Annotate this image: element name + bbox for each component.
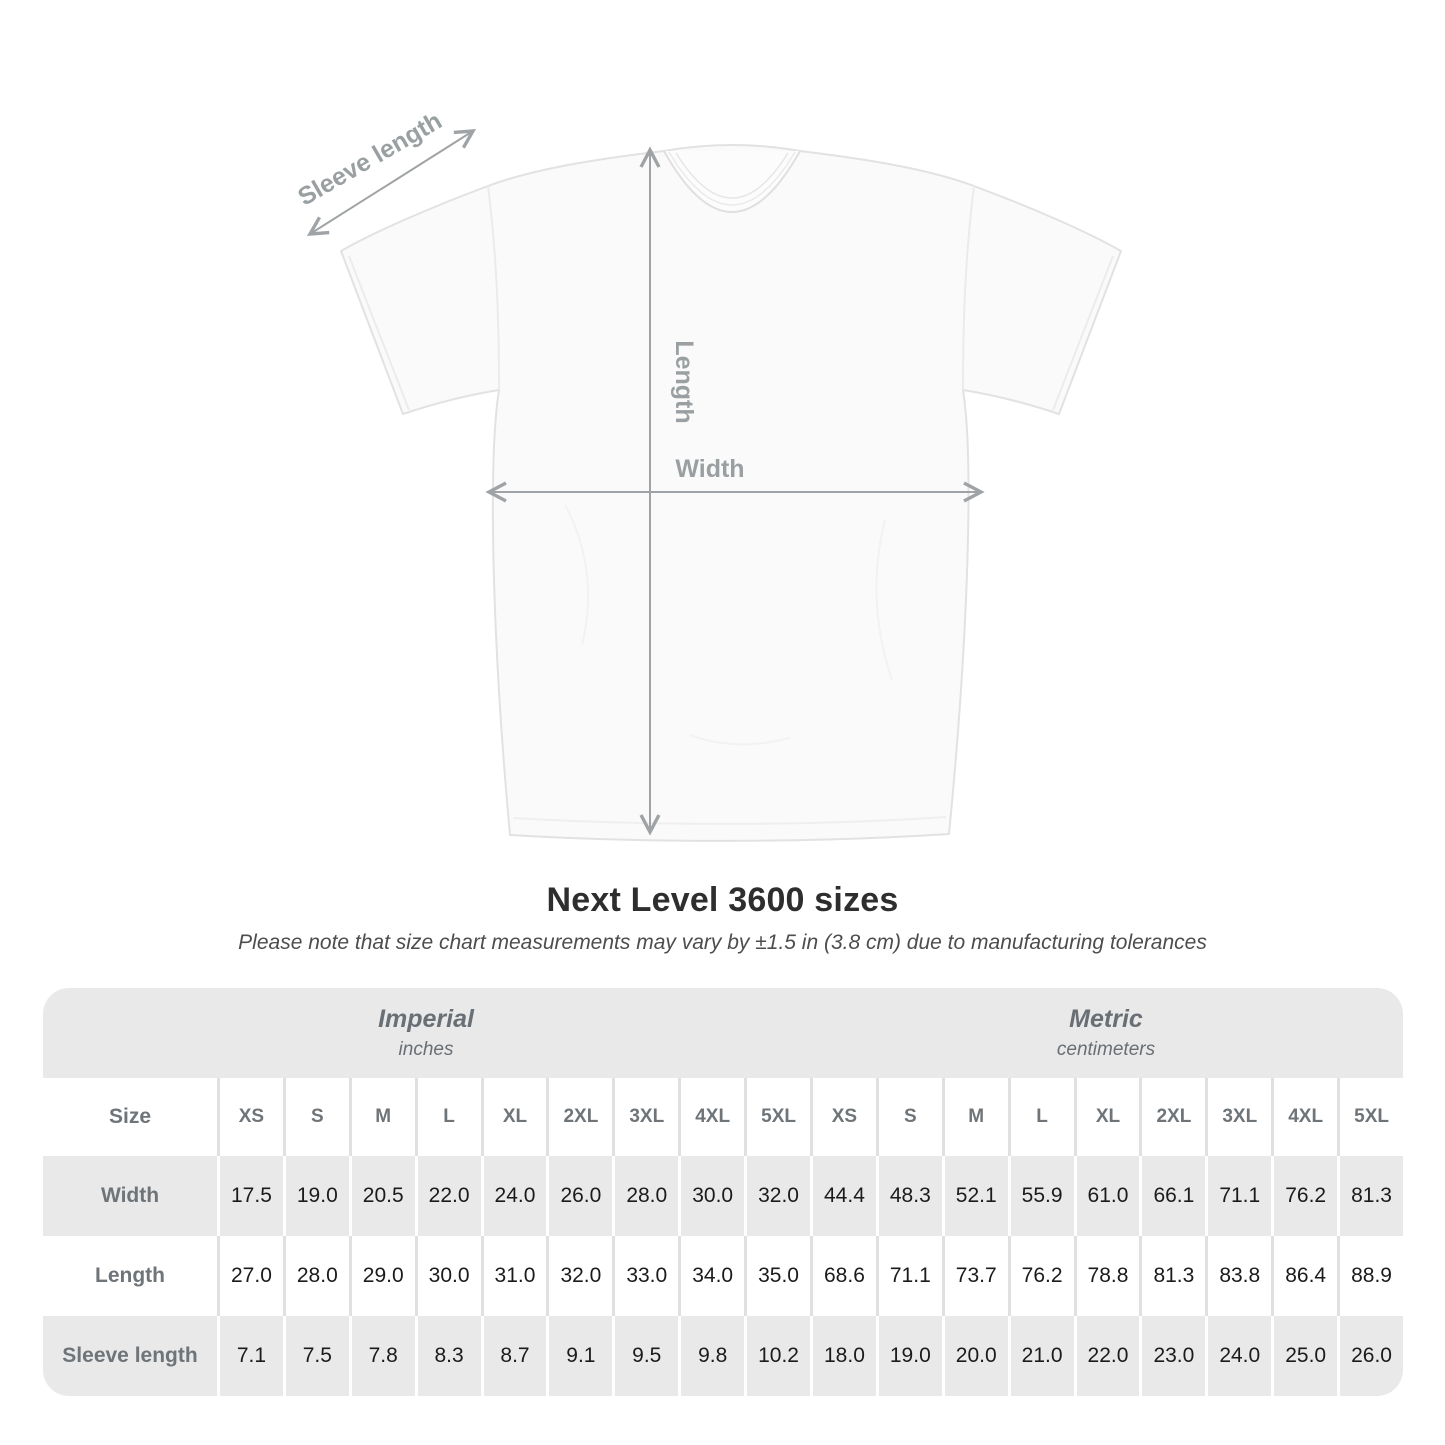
value-cell: 66.1 [1142,1156,1205,1236]
value-cell: 27.0 [220,1236,283,1316]
value-cell: 28.0 [286,1236,349,1316]
unit-header-band [43,988,1403,1078]
value-cell: 9.1 [549,1316,612,1396]
size-col-header: 2XL [549,1078,612,1156]
value-cell: 61.0 [1077,1156,1140,1236]
value-cell: 30.0 [681,1156,744,1236]
size-col-header: S [286,1078,349,1156]
value-cell: 20.5 [352,1156,415,1236]
size-col-header: L [418,1078,481,1156]
size-col-header: 5XL [747,1078,810,1156]
value-cell: 7.8 [352,1316,415,1396]
value-cell: 25.0 [1274,1316,1337,1396]
imperial-unit: inches [398,1039,454,1060]
value-cell: 29.0 [352,1236,415,1316]
size-col-header: XS [220,1078,283,1156]
value-cell: 76.2 [1011,1236,1074,1316]
value-cell: 73.7 [945,1236,1008,1316]
value-cell: 8.3 [418,1316,481,1396]
table-row [43,1236,1403,1316]
row-label: Width [43,1156,217,1236]
size-col-header: 5XL [1340,1078,1403,1156]
size-col-header: S [879,1078,942,1156]
value-cell: 88.9 [1340,1236,1403,1316]
size-row-label: Size [43,1078,217,1156]
value-cell: 28.0 [615,1156,678,1236]
value-cell: 86.4 [1274,1236,1337,1316]
size-col-header: 4XL [681,1078,744,1156]
metric-header [809,988,1403,1078]
value-cell: 31.0 [484,1236,547,1316]
value-cell: 8.7 [484,1316,547,1396]
size-col-header: 3XL [615,1078,678,1156]
value-cell: 34.0 [681,1236,744,1316]
table-row [43,1156,1403,1236]
value-cell: 30.0 [418,1236,481,1316]
value-cell: 9.8 [681,1316,744,1396]
value-cell: 52.1 [945,1156,1008,1236]
value-cell: 24.0 [484,1156,547,1236]
value-cell: 32.0 [747,1156,810,1236]
value-cell: 44.4 [813,1156,876,1236]
value-cell: 68.6 [813,1236,876,1316]
page-subtitle: Please note that size chart measurements may vary by ±1.5 in (3.8 cm) due to manufacturing tolerances [238,931,1207,954]
value-cell: 26.0 [1340,1316,1403,1396]
value-cell: 18.0 [813,1316,876,1396]
value-cell: 22.0 [1077,1316,1140,1396]
value-cell: 17.5 [220,1156,283,1236]
value-cell: 24.0 [1208,1316,1271,1396]
size-col-header: 3XL [1208,1078,1271,1156]
value-cell: 9.5 [615,1316,678,1396]
width-label: Width [675,455,745,483]
imperial-header [43,988,809,1078]
value-cell: 81.3 [1340,1156,1403,1236]
size-col-header: 2XL [1142,1078,1205,1156]
size-table [43,988,1403,1396]
size-col-header: M [945,1078,1008,1156]
row-label: Length [43,1236,217,1316]
value-cell: 26.0 [549,1156,612,1236]
value-cell: 21.0 [1011,1316,1074,1396]
value-cell: 10.2 [747,1316,810,1396]
table-row [43,1316,1403,1396]
sleeve-length-label: Sleeve length [293,106,447,212]
value-cell: 7.5 [286,1316,349,1396]
row-label: Sleeve length [43,1316,217,1396]
value-cell: 7.1 [220,1316,283,1396]
page-title: Next Level 3600 sizes [546,881,899,919]
size-col-header: XS [813,1078,876,1156]
value-cell: 71.1 [1208,1156,1271,1236]
size-col-header: XL [484,1078,547,1156]
value-cell: 71.1 [879,1236,942,1316]
value-cell: 32.0 [549,1236,612,1316]
imperial-title: Imperial [378,1005,474,1033]
value-cell: 19.0 [879,1316,942,1396]
value-cell: 83.8 [1208,1236,1271,1316]
value-cell: 20.0 [945,1316,1008,1396]
value-cell: 55.9 [1011,1156,1074,1236]
value-cell: 35.0 [747,1236,810,1316]
size-header-row [43,1078,1403,1156]
size-col-header: 4XL [1274,1078,1337,1156]
table-body [43,1156,1403,1396]
value-cell: 48.3 [879,1156,942,1236]
value-cell: 22.0 [418,1156,481,1236]
size-col-header: L [1011,1078,1074,1156]
length-label: Length [670,340,698,424]
value-cell: 81.3 [1142,1236,1205,1316]
size-col-header: M [352,1078,415,1156]
value-cell: 33.0 [615,1236,678,1316]
size-col-header: XL [1077,1078,1140,1156]
metric-title: Metric [1069,1005,1143,1033]
metric-unit: centimeters [1056,1039,1156,1060]
value-cell: 78.8 [1077,1236,1140,1316]
value-cell: 23.0 [1142,1316,1205,1396]
value-cell: 19.0 [286,1156,349,1236]
value-cell: 76.2 [1274,1156,1337,1236]
